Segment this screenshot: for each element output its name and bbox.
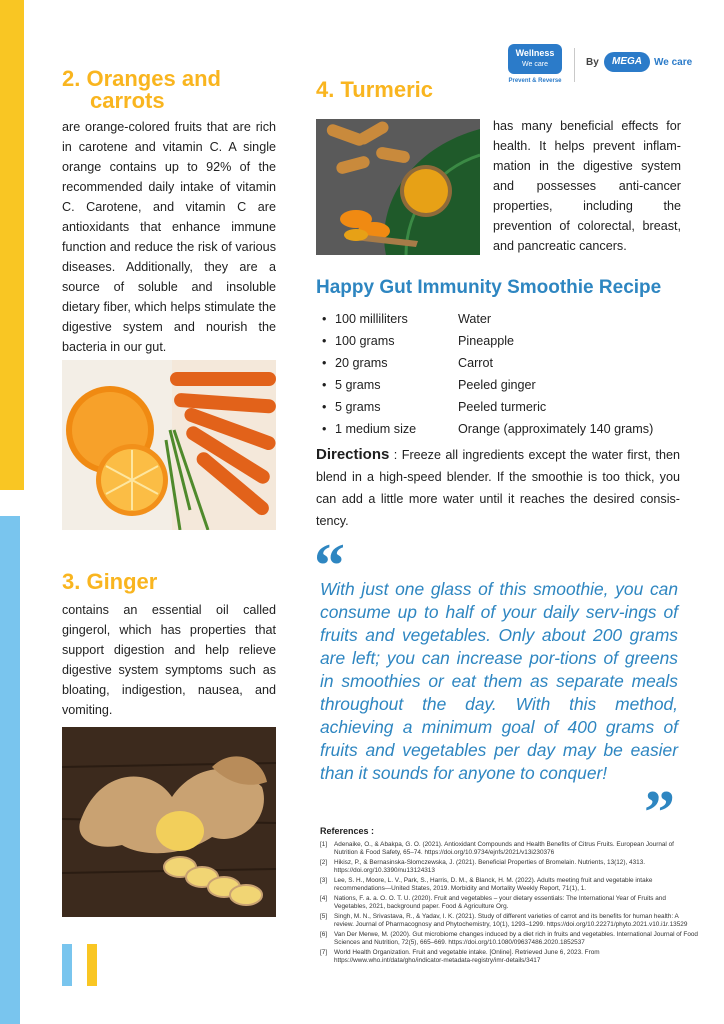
ingredient-qty: • 5 grams	[335, 378, 381, 392]
ingredient-item: Peeled ginger	[458, 378, 536, 392]
reference-item	[320, 877, 698, 893]
reference-text: Nations, F. a. a. O. O. T. U. (2020). Fruit and vegetables – your dietary essentials: The International Year of Fruits and Vegetables, 2021, background paper. Food & Agriculture Org.	[334, 895, 666, 911]
ginger-photo	[62, 727, 276, 917]
ginger-body: contains an essential oil called gingerol, which has properties that support digestion and help relieve digestive system symptoms such as bloating, indigestion, nausea, and vomiting.	[62, 603, 276, 717]
reference-text: World Health Organization. Fruit and vegetable intake. [Online]. Retrieved June 6, 2023. From https://www.who.int/data/gho/indicator-metadata-registry/imr-details/3417	[334, 949, 600, 965]
turmeric-title: 4. Turmeric	[316, 77, 433, 102]
recipe-title: Happy Gut Immunity Smoothie Recipe	[316, 277, 662, 298]
reference-item	[320, 841, 698, 857]
ingredient-row	[322, 330, 702, 352]
oranges-title	[62, 68, 221, 112]
reference-num: [2]	[320, 859, 328, 866]
reference-text: Hikisz, P., & Bernasinska-Slomczewska, J. (2021). Beneficial Properties of Bromelain. Nutrients, 13(12), 4313. https://doi.org/10.3390/nu13124313	[334, 859, 646, 875]
reference-num: [5]	[320, 913, 328, 920]
blue-deco-bar	[62, 944, 72, 986]
wellness-logo	[508, 44, 562, 74]
reference-num: [4]	[320, 895, 328, 902]
ingredient-qty: • 100 grams	[335, 334, 395, 348]
reference-text: Van Der Merwe, M. (2020). Gut microbiome changes induced by a diet rich in fruits and vegetables. International Journal of Food Sciences and Nutrition, 72(5), 665–669. https://doi.org/10.1080/09637486.2020.1852537	[334, 931, 698, 947]
ingredient-item: Water	[458, 312, 492, 326]
ingredient-list	[322, 308, 702, 440]
yellow-deco-bar	[87, 944, 97, 986]
ingredient-qty: • 5 grams	[335, 400, 381, 414]
ingredient-qty: • 1 medium size	[335, 422, 417, 436]
directions-text: : Freeze all ingredients except the water first, then blend in a high-speed blender. If the smoothie is too thick, you can add a little more water until it reaches the desired consis-tency.	[316, 448, 680, 528]
yellow-side-bar	[0, 0, 24, 490]
prevent-reverse-tag: Prevent & Reverse	[508, 78, 562, 84]
directions-label: Directions	[316, 446, 390, 463]
ginger-title: 3. Ginger	[62, 569, 158, 594]
ingredient-qty: • 20 grams	[335, 356, 388, 370]
reference-item	[320, 931, 698, 947]
reference-num: [3]	[320, 877, 328, 884]
ingredient-item: Pineapple	[458, 334, 515, 348]
reference-text: Adenaike, O., & Abakpa, G. O. (2021). Antioxidant Compounds and Health Benefits of Citrus Fruits. European Journal of Nutrition & Food Safety, 65–74. https://doi.org/10.9734/ejnfs/2021/v13i230376	[334, 841, 674, 857]
reference-num: [6]	[320, 931, 328, 938]
references-list	[320, 841, 698, 967]
mega-logo: MEGA	[604, 52, 650, 72]
turmeric-body: has many beneficial effects for health. It helps prevent inflam-mation in the digestive system and possesses anti-cancer properties, including the prevention of colorectal, breast, and pancreatic cancers.	[493, 119, 681, 253]
quote-text: With just one glass of this smoothie, you can consume up to half of your daily serv-ings of fruits and vegetables. Only about 200 grams are left; you can increase por-tions of greens in smoothies or eat them as separate meals throughout the day. With this method, achieving a minimum goal of 400 grams of fruits and vegetables per day may be easier than it sounds for anyone to conquer!	[320, 579, 678, 783]
ingredient-qty: • 100 milliliters	[335, 312, 408, 326]
wellness-logo-line1: Wellness	[515, 48, 555, 58]
ingredient-row	[322, 352, 702, 374]
reference-num: [1]	[320, 841, 328, 848]
directions-paragraph	[316, 444, 680, 532]
reference-text: Singh, M. N., Srivastava, R., & Yadav, I. K. (2021). Study of different varieties of carrot and its benefits for human health: A review. Journal of Pharmacognosy and Phytochemistry, 10(1), 1293–1299. https://doi.org/10.22271/phyto.2021.v10.i1r.13529	[334, 913, 688, 929]
ingredient-row	[322, 374, 702, 396]
open-quote-mark: “	[314, 532, 345, 600]
close-quote-mark: ”	[644, 779, 675, 847]
reference-num: [7]	[320, 949, 328, 956]
blue-side-bar	[0, 516, 20, 1024]
reference-item	[320, 859, 698, 875]
references-title: References :	[320, 826, 375, 836]
ingredient-row	[322, 418, 702, 440]
ingredient-item: Orange (approximately 140 grams)	[458, 422, 654, 436]
oranges-carrots-photo	[62, 360, 276, 530]
turmeric-photo	[316, 119, 480, 255]
oranges-title-line2: carrots	[90, 88, 165, 113]
oranges-body: are orange-colored fruits that are rich in carotene and vitamin C. A single orange contains up to 92% of the recommended daily intake of vitamin C. Carotene, and vitamin C are antioxidants that enhance immune function and reduce the risk of various diseases. Additionally, they are a source of soluble and insoluble dietary fiber, which helps stimulate the digestive system and nourish the bacteria in our gut.	[62, 120, 276, 354]
header-logos	[508, 44, 698, 90]
reference-item	[320, 913, 698, 929]
ingredient-row	[322, 308, 702, 330]
ingredient-row	[322, 396, 702, 418]
wellness-logo-line2: We care	[522, 61, 548, 68]
reference-text: Lee, S. H., Moore, L. V., Park, S., Harris, D. M., & Blanck, H. M. (2022). Adults meeting fruit and vegetable intake recommendations—United States, 2019. Morbidity and Mortality Weekly Report, 71(1), 1.	[334, 877, 653, 893]
reference-item	[320, 895, 698, 911]
reference-item	[320, 949, 698, 965]
logo-divider	[574, 48, 575, 82]
we-care-text: We care	[654, 57, 693, 68]
ingredient-item: Carrot	[458, 356, 493, 370]
by-text: By	[586, 57, 599, 68]
ingredient-item: Peeled turmeric	[458, 400, 547, 414]
oranges-title-line1: 2. Oranges and	[62, 66, 221, 91]
